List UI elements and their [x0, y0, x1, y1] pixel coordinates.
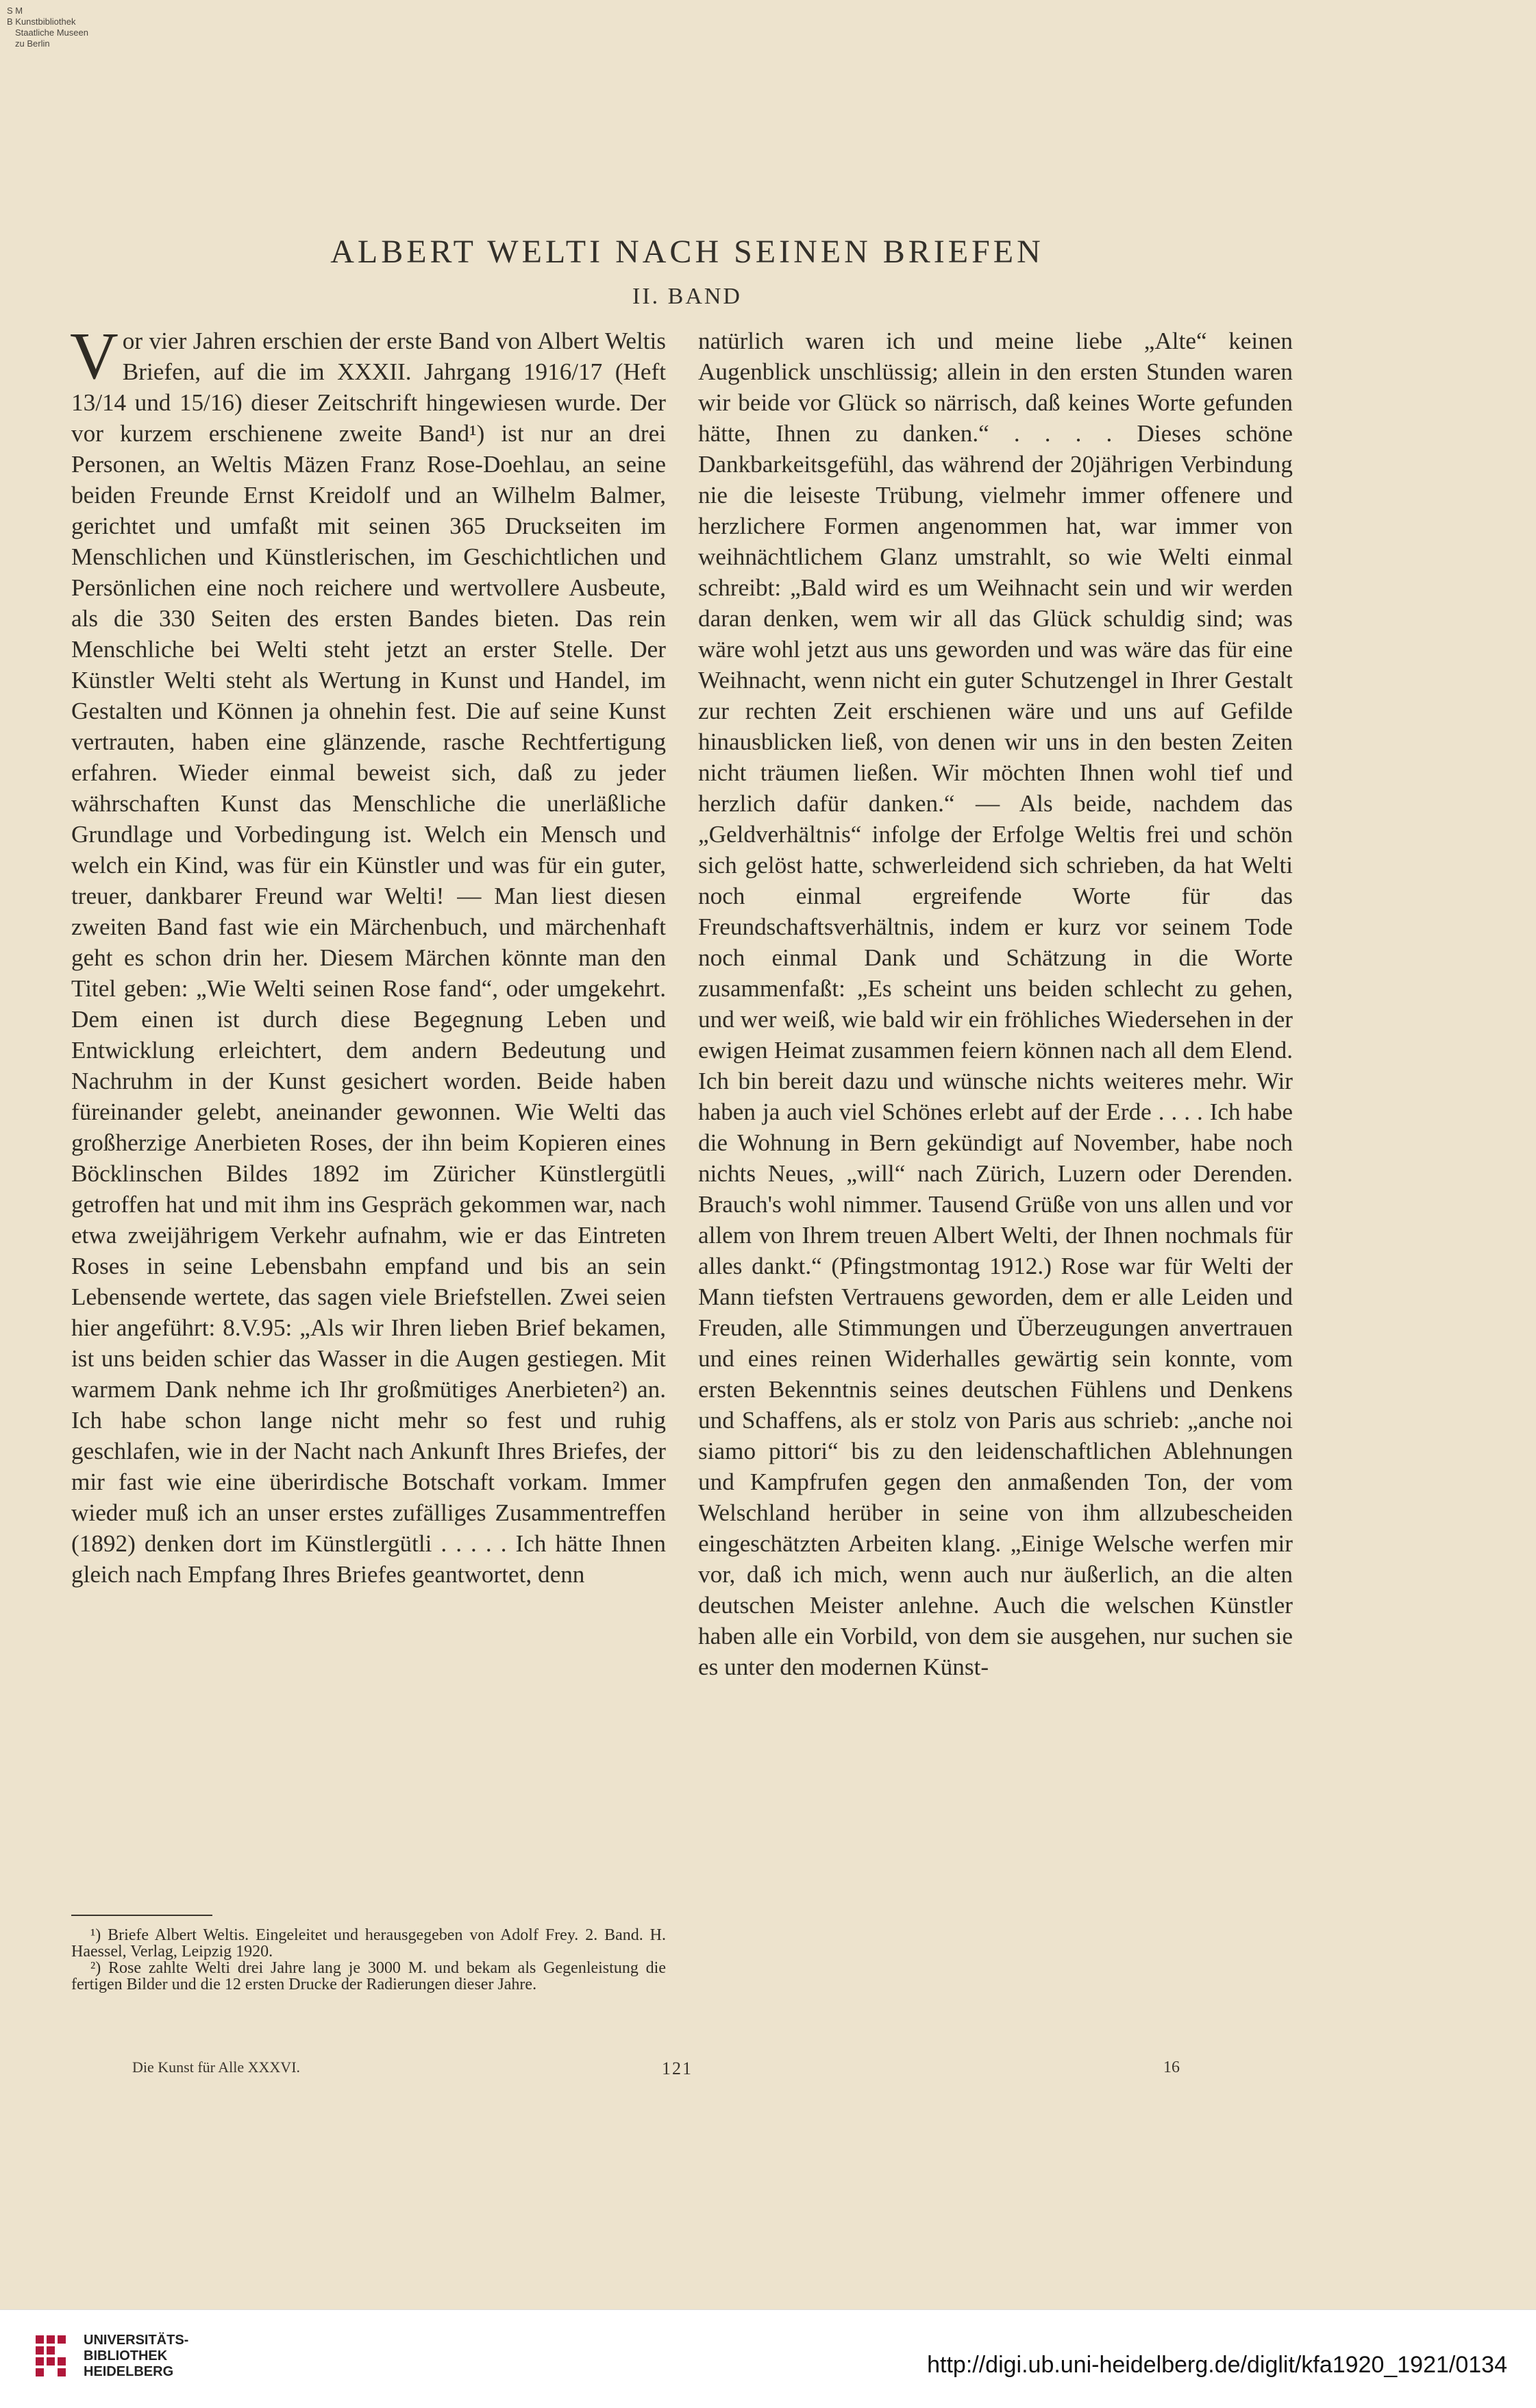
article-subtitle: II. BAND — [632, 284, 742, 309]
library-name — [84, 2333, 188, 2380]
page-number: 121 — [662, 2059, 693, 2078]
library-name-line: UNIVERSITÄTS- — [84, 2333, 189, 2348]
left-column-text: or vier Jahren erschien der erste Band von Albert Weltis Briefen, auf die im XXXII. Jahrgang 1916/17 (Heft 13/14 und 15/16) dieser Zeitschrift hingewiesen wurde. Der vor kurzem erschienene zweite Band¹) ist nur an drei Personen, an Weltis Mäzen Franz Rose-Doehlau, an seine beiden Freunde Ernst Kreidolf und an Wilhelm Balmer, gerichtet und umfaßt mit seinen 365 Druckseiten im Menschlichen und Künstlerischen, im Geschichtlichen und Persönlichen eine noch reichere und wertvollere Ausbeute, als die 330 Seiten des ersten Bandes bieten. Das rein Menschliche bei Welti steht jetzt an erster Stelle. Der Künstler Welti steht als Wertung in Kunst und Handel, im Gestalten und Können ja ohnehin fest. Die auf seine Kunst vertrauten, haben eine glänzende, rasche Rechtfertigung erfahren. Wieder einmal beweist sich, daß zu jeder währschaften Kunst das Menschliche die unerläßliche Grundlage und Vorbedingung ist. Welch ein Mensch und welch ein Kind, was für ein Künstler und was für ein guter, treuer, dankbarer Freund war Welti! — Man liest diesen zweiten Band fast wie ein Märchenbuch, und märchenhaft geht es schon drin her. Diesem Märchen könnte man den Titel geben: „Wie Welti seinen Rose fand“, oder umgekehrt. Dem einen ist durch diese Begegnung Leben und Entwicklung erleichtert, dem andern Bedeutung und Nachruhm in der Kunst gesichert worden. Beide haben füreinander gelebt, aneinander gewonnen. Wie Welti das großherzige Anerbieten Roses, der ihn beim Kopieren eines Böcklinschen Bildes 1892 im Züricher Künstlergütli getroffen hat und mit ihm ins Gespräch gekommen war, nach etwa zweijährigem Verkehr aufnahm, wie er das Eintreten Roses in seine Lebensbahn empfand und bis an sein Lebensende wertete, das sagen viele Briefstellen. Zwei seien hier angeführt: 8.V.95: „Als wir Ihren lieben Brief bekamen, ist uns beiden schier das Wasser in die Augen gestiegen. Mit warmem Dank nehme ich Ihr großmütiges Anerbieten²) an. Ich habe schon lange nicht mehr so fest und ruhig geschlafen, wie in der Nacht nach Ankunft Ihres Briefes, der mir fast wie eine überirdische Botschaft vorkam. Immer wieder muß ich an unser erstes zufälliges Zusammentreffen (1892) denken dort im Künstlergütli . . . . . Ich hätte Ihnen gleich nach Empfang Ihres Briefes geantwortet, denn — [71, 328, 666, 1588]
stamp-line: Staatliche Museen — [15, 27, 88, 38]
left-text-column — [70, 319, 666, 1590]
stamp-line: S M — [7, 5, 23, 16]
footnote-2: ²) Rose zahlte Welti drei Jahre lang je 3000 M. und bekam als Gegenleistung die fertigen Bilder und die 12 ersten Drucke der Radierungen dieser Jahre. — [71, 1959, 666, 1993]
footnotes — [71, 1927, 666, 1993]
library-name-line: HEIDELBERG — [84, 2364, 174, 2379]
right-text-column — [698, 325, 1293, 1682]
stamp-line: B Kunstbibliothek — [7, 16, 76, 27]
footnote-1: ¹) Briefe Albert Weltis. Eingeleitet und herausgegeben von Adolf Frey. 2. Band. H. Haessel, Verlag, Leipzig 1920. — [71, 1926, 666, 1961]
source-url[interactable]: http://digi.ub.uni-heidelberg.de/diglit/kfa1920_1921/0134 — [927, 2352, 1507, 2378]
library-stamp — [7, 5, 116, 49]
stamp-line: zu Berlin — [15, 38, 50, 49]
journal-name: Die Kunst für Alle XXXVI. — [132, 2059, 301, 2076]
library-name-line: BIBLIOTHEK — [84, 2348, 168, 2363]
signature-mark: 16 — [1163, 2059, 1180, 2076]
right-column-text: natürlich waren ich und meine liebe „Alte“ keinen Augenblick unschlüssig; allein in den ersten Stunden waren wir beide vor Glück so närrisch, daß keines Worte gefunden hätte, Ihnen zu danken.“ . . . . Dieses schöne Dankbarkeitsgefühl, das während der 20jährigen Verbindung nie die leiseste Trübung, vielmehr immer offenere und herzlichere Formen angenommen hat, war immer von weihnächtlichem Glanz umstrahlt, so wie Welti einmal schreibt: „Bald wird es um Weihnacht sein und wir werden daran denken, wem wir all das Glück schuldig sind; was wäre wohl jetzt aus uns geworden und was wäre das für eine Weihnacht, wenn nicht ein guter Schutzengel in Ihrer Gestalt zur rechten Zeit erschienen wäre und uns auf Gefilde hinausblicken ließ, von denen wir uns in den besten Zeiten nicht träumen ließen. Wir möchten Ihnen wohl tief und herzlich dafür danken.“ — Als beide, nachdem das „Geldverhältnis“ infolge der Erfolge Weltis frei und schön sich gelöst hatte, schwerleidend sich schrieben, da hat Welti noch einmal ergreifende Worte für das Freundschaftsverhältnis, indem er kurz vor seinem Tode noch einmal Dank und Schätzung in die Worte zusammenfaßt: „Es scheint uns beiden schlecht zu gehen, und wer weiß, wie bald wir ein fröhliches Wiedersehen in der ewigen Heimat zusammen feiern können nach all dem Elend. Ich bin bereit dazu und wünsche nichts weiteres mehr. Wir haben ja auch viel Schönes erlebt auf der Erde . . . . Ich habe die Wohnung in Bern gekündigt auf November, habe noch nichts Neues, „will“ nach Zürich, Luzern oder Derenden. Brauch's wohl nimmer. Tausend Grüße von uns allen und vor allem von Ihrem treuen Albert Welti, der Ihnen nochmals für alles dankt.“ (Pfingstmontag 1912.) Rose war für Welti der Mann tiefsten Vertrauens geworden, dem er alle Leiden und Freuden, alle Stimmungen und Überzeugungen anvertrauen und eines reinen Widerhalles gewärtig sein konnte, vom ersten Bekenntnis seines deutschen Fühlens und Denkens und Schaffens, als er stolz von Paris aus schrieb: „anche noi siamo pittori“ bis zu den leidenschaftlichen Ablehnungen und Kampfrufen gegen den anmaßenden Ton, der vom Welschland herüber in seine von ihm allzubescheiden eingeschätzten Arbeiten klang. „Einige Welsche werfen mir vor, daß ich mich, wenn auch nur äußerlich, an die alten deutschen Meister anlehne. Auch die welschen Künstler haben alle ein Vorbild, von dem sie ausgehen, nur suchen sie es unter den modernen Künst- — [698, 328, 1293, 1680]
drop-cap: V — [70, 319, 119, 393]
footnote-divider — [71, 1915, 212, 1916]
article-title: ALBERT WELTI NACH SEINEN BRIEFEN — [330, 234, 1044, 270]
heidelberg-library-logo-icon — [34, 2333, 74, 2383]
